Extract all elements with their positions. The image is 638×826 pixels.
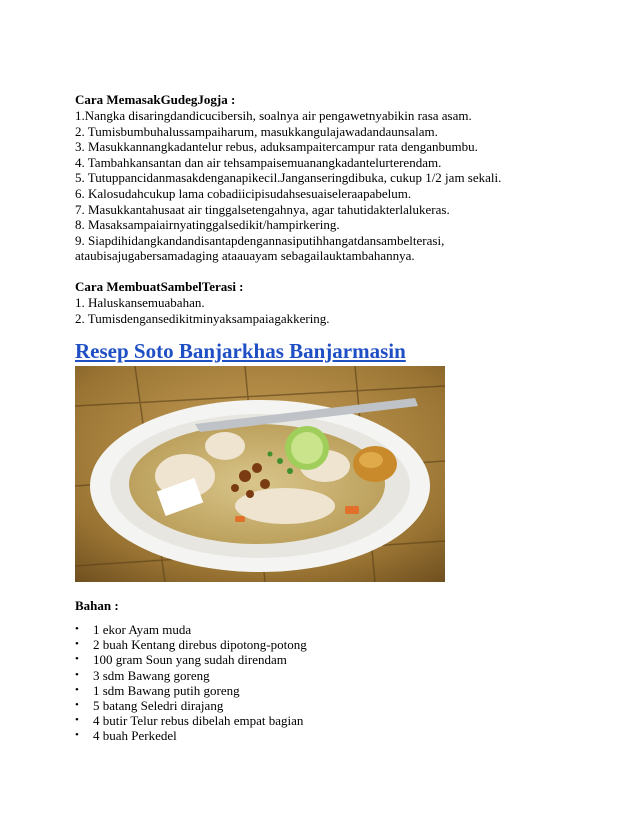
list-item <box>75 668 307 683</box>
gudeg-step: 7. Masukkantahusaat air tinggalsetengahnya, agar tahutidakterlalukeras. <box>75 201 450 217</box>
gudeg-step: ataubisajugabersamadaging ataauayam sebagailauktambahannya. <box>75 248 415 264</box>
gudeg-step: 9. Siapdihidangkandandisantapdengannasiputihhangatdansambelterasi, <box>75 232 445 248</box>
ingredient-text: 3 sdm Bawang goreng <box>93 667 210 683</box>
sambel-step: 2. Tumisdengansedikitminyaksampaiagakkering. <box>75 310 330 326</box>
bahan-heading: Bahan : <box>75 598 119 613</box>
soto-bowl-image <box>75 366 445 582</box>
sambel-heading: Cara MembuatSambelTerasi : <box>75 278 244 294</box>
list-item <box>75 637 307 652</box>
bullet-icon: • <box>75 638 79 651</box>
gudeg-step: 6. Kalosudahcukup lama cobadiicipisudahsesuaiseleraapabelum. <box>75 185 412 201</box>
bullet-icon: • <box>75 668 79 681</box>
bahan-list <box>75 622 307 744</box>
gudeg-step: 5. Tutuppancidanmasakdenganapikecil.Janganseringdibuka, cukup 1/2 jam sekali. <box>75 170 502 186</box>
bullet-icon: • <box>75 699 79 712</box>
bullet-icon: • <box>75 729 79 742</box>
ingredient-text: 4 butir Telur rebus dibelah empat bagian <box>93 713 304 729</box>
gudeg-step: 8. Masaksampaiairnyatinggalsedikit/hampirkering. <box>75 217 340 233</box>
sambel-steps <box>75 295 595 326</box>
gudeg-heading: Cara MemasakGudegJogja : <box>75 92 236 107</box>
gudeg-steps <box>75 108 595 264</box>
gudeg-step: 1.Nangka disaringdandicucibersih, soalnya air pengawetnyabikin rasa asam. <box>75 108 472 123</box>
ingredient-text: 2 buah Kentang direbus dipotong-potong <box>93 637 307 653</box>
list-item <box>75 652 307 667</box>
sambel-step: 1. Haluskansemuabahan. <box>75 294 205 310</box>
ingredient-text: 1 sdm Bawang putih goreng <box>93 682 240 698</box>
ingredient-text: 4 buah Perkedel <box>93 728 177 744</box>
ingredient-text: 1 ekor Ayam muda <box>93 622 192 637</box>
bullet-icon: • <box>75 653 79 666</box>
soto-photo <box>75 366 445 582</box>
gudeg-step: 4. Tambahkansantan dan air tehsampaisemuanangkadantelurterendam. <box>75 154 442 170</box>
bullet-icon: • <box>75 683 79 696</box>
list-item <box>75 698 307 713</box>
list-item <box>75 622 307 637</box>
gudeg-step: 3. Masukkannangkadantelur rebus, aduksampaitercampur rata denganbumbu. <box>75 139 478 155</box>
document-body <box>75 92 595 364</box>
ingredient-text: 5 batang Seledri dirajang <box>93 698 224 714</box>
soto-title-link[interactable]: Resep Soto Banjarkhas Banjarmasin <box>75 339 406 364</box>
list-item <box>75 683 307 698</box>
list-item <box>75 728 307 743</box>
bullet-icon: • <box>75 623 79 635</box>
ingredient-text: 100 gram Soun yang sudah direndam <box>93 652 287 668</box>
gudeg-step: 2. Tumisbumbuhalussampaiharum, masukkangulajawadandaunsalam. <box>75 123 438 139</box>
list-item <box>75 713 307 728</box>
bullet-icon: • <box>75 714 79 727</box>
